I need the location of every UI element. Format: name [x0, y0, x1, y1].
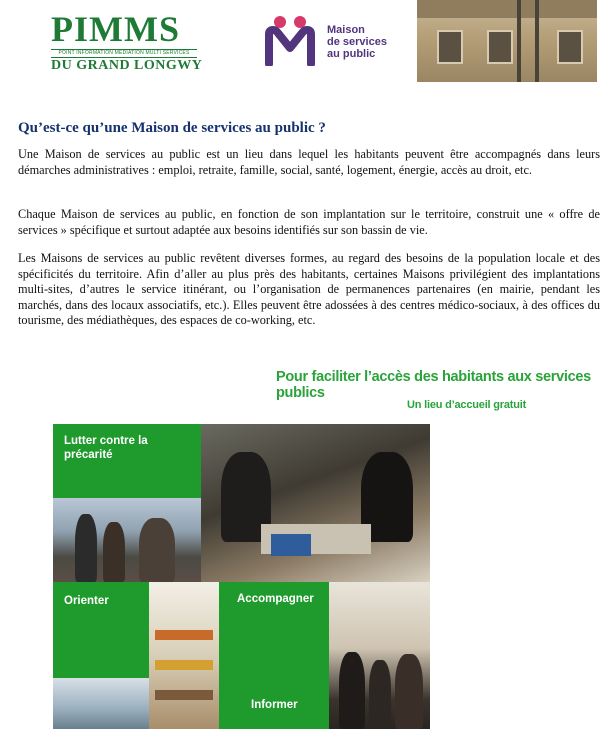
pimms-subtitle: POINT INFORMATION MÉDIATION MULTI SERVICES — [51, 49, 197, 58]
building-photo — [417, 0, 597, 82]
shelf-photo — [149, 582, 219, 729]
header-banner — [17, 0, 597, 82]
poster-image — [53, 424, 430, 729]
tile-precarite-label: Lutter contre la précarité — [64, 435, 148, 461]
meeting-room-photo — [329, 582, 430, 729]
msap-line1: Maison — [327, 24, 365, 36]
tile-accompagner-label: Accompagner — [237, 593, 314, 605]
poster-subtitle: Un lieu d’accueil gratuit — [407, 399, 527, 411]
pimms-logo — [47, 10, 237, 80]
article-paragraph: Chaque Maison de services au public, en fonction de son implantation sur le territoire, construit une « offre de services » spécifique et surtout adaptée aux besoins identifiés sur son bassin de vie. — [18, 207, 600, 237]
msap-line3: au public — [327, 48, 376, 60]
msap-text — [327, 24, 387, 60]
article-paragraph: Une Maison de services au public est un lieu dans lequel les habitants peuvent être accompagnés dans leurs démarches administratives : emploi, retraite, famille, social, santé, logement, énergie, accès au droit, etc. — [18, 147, 600, 177]
article-paragraph: Les Maisons de services au public revêtent diverses formes, au regard des besoins de la population locale et des spécificités du territoire. Afin d’aller au plus près des habitants, certaines Maisons privilégient des implantations multi-sites, d’autres le service itinérant, ou l’organisation de permanences partenaires (en mairie, pendant les marchés, dans des locaux associatifs, etc.). Elles peuvent être adossées à des centres médico-sociaux, à des offices du tourisme, des médiathèques, des espaces de co-working, etc. — [18, 251, 600, 327]
tile-accompagner — [219, 582, 329, 729]
msap-logo — [263, 14, 403, 76]
tile-precarite — [53, 424, 201, 498]
article-heading: Qu’est-ce qu’une Maison de services au public ? — [18, 120, 326, 136]
tile-informer-label: Informer — [251, 699, 298, 711]
poster-title: Pour faciliter l’accès des habitants aux services publics — [276, 369, 591, 401]
office-photo — [201, 424, 430, 582]
small-photo — [53, 678, 149, 729]
pimms-name: PIMMS — [51, 9, 180, 49]
pimms-region: DU GRAND LONGWY — [51, 58, 203, 73]
tile-orienter-label: Orienter — [64, 595, 109, 607]
msap-line2: de services — [327, 36, 387, 48]
street-photo — [53, 498, 201, 582]
tile-orienter — [53, 582, 149, 678]
msap-logo-icon — [263, 14, 317, 66]
